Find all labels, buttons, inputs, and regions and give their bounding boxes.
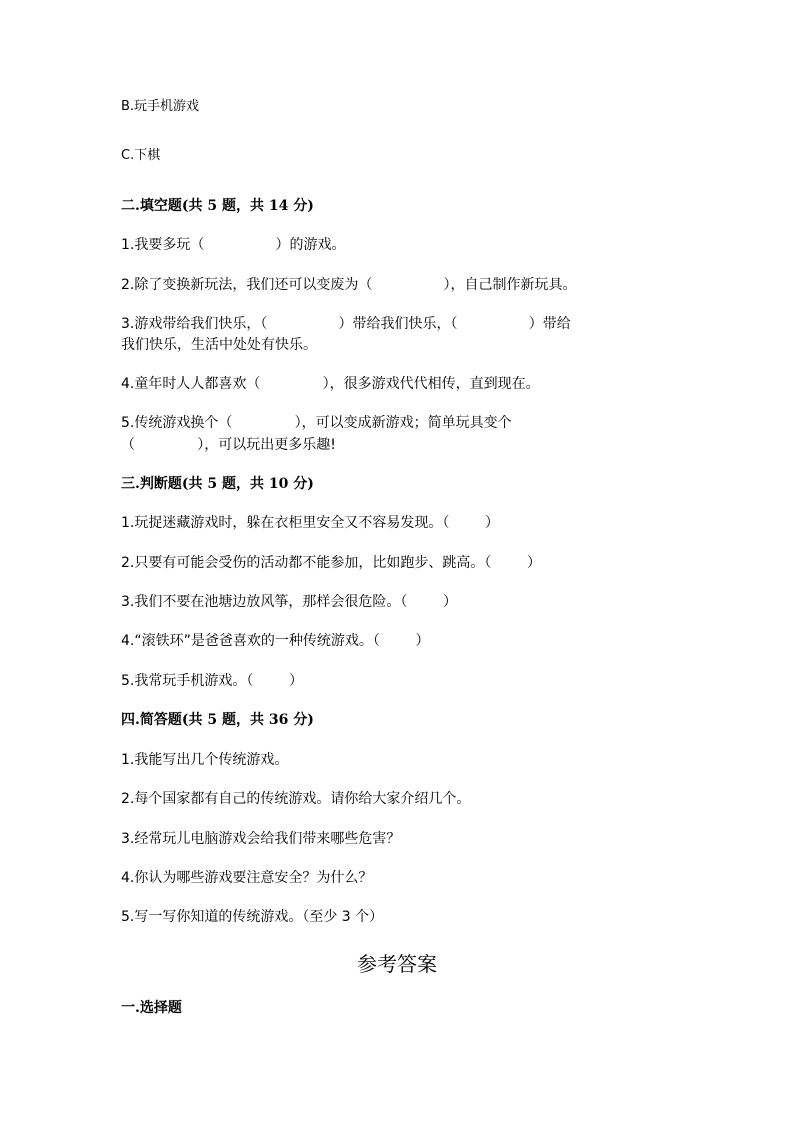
option-c: C.下棋: [121, 148, 161, 163]
short-answer-question-4: 4.你认为哪些游戏要注意安全？为什么？: [121, 870, 373, 886]
fill-blank-question-5-line-2: （ ），可以玩出更多乐趣!: [121, 437, 336, 453]
fill-blank-question-1: 1.我要多玩（ ）的游戏。: [121, 237, 346, 253]
true-false-question-4: 4.“滚铁环”是爸爸喜欢的一种传统游戏。（ ）: [121, 633, 430, 649]
section-heading-fill-blank: 二.填空题(共 5 题，共 14 分): [121, 198, 314, 214]
short-answer-question-3: 3.经常玩儿电脑游戏会给我们带来哪些危害？: [121, 831, 401, 847]
short-answer-question-1: 1.我能写出几个传统游戏。: [121, 752, 289, 768]
answer-key-title: 参考答案: [357, 952, 437, 976]
true-false-question-5: 5.我常玩手机游戏。（ ）: [121, 673, 303, 689]
fill-blank-question-5-line-1: 5.传统游戏换个（ ），可以变成新游戏；简单玩具变个: [121, 415, 512, 431]
section-heading-true-false: 三.判断题(共 5 题，共 10 分): [121, 476, 314, 492]
short-answer-question-2: 2.每个国家都有自己的传统游戏。请你给大家介绍几个。: [121, 791, 471, 807]
fill-blank-question-2: 2.除了变换新玩法，我们还可以变废为（ ），自己制作新玩具。: [121, 277, 577, 293]
section-heading-short-answer: 四.简答题(共 5 题，共 36 分): [121, 712, 314, 728]
true-false-question-3: 3.我们不要在池塘边放风筝，那样会很危险。（ ）: [121, 594, 457, 610]
fill-blank-question-4: 4.童年时人人都喜欢（ ），很多游戏代代相传，直到现在。: [121, 376, 540, 392]
fill-blank-question-3-line-1: 3.游戏带给我们快乐，（ ）带给我们快乐，（ ）带给: [121, 316, 571, 332]
true-false-question-1: 1.玩捉迷藏游戏时，躲在衣柜里安全又不容易发现。（ ）: [121, 515, 499, 531]
true-false-question-2: 2.只要有可能会受伤的活动都不能参加，比如跑步、跳高。（ ）: [121, 555, 541, 571]
answer-section-heading-choice: 一.选择题: [121, 1000, 182, 1016]
option-b: B.玩手机游戏: [121, 99, 200, 114]
short-answer-question-5: 5.写一写你知道的传统游戏。（至少 3 个）: [121, 909, 384, 925]
fill-blank-question-3-line-2: 我们快乐，生活中处处有快乐。: [121, 337, 317, 353]
